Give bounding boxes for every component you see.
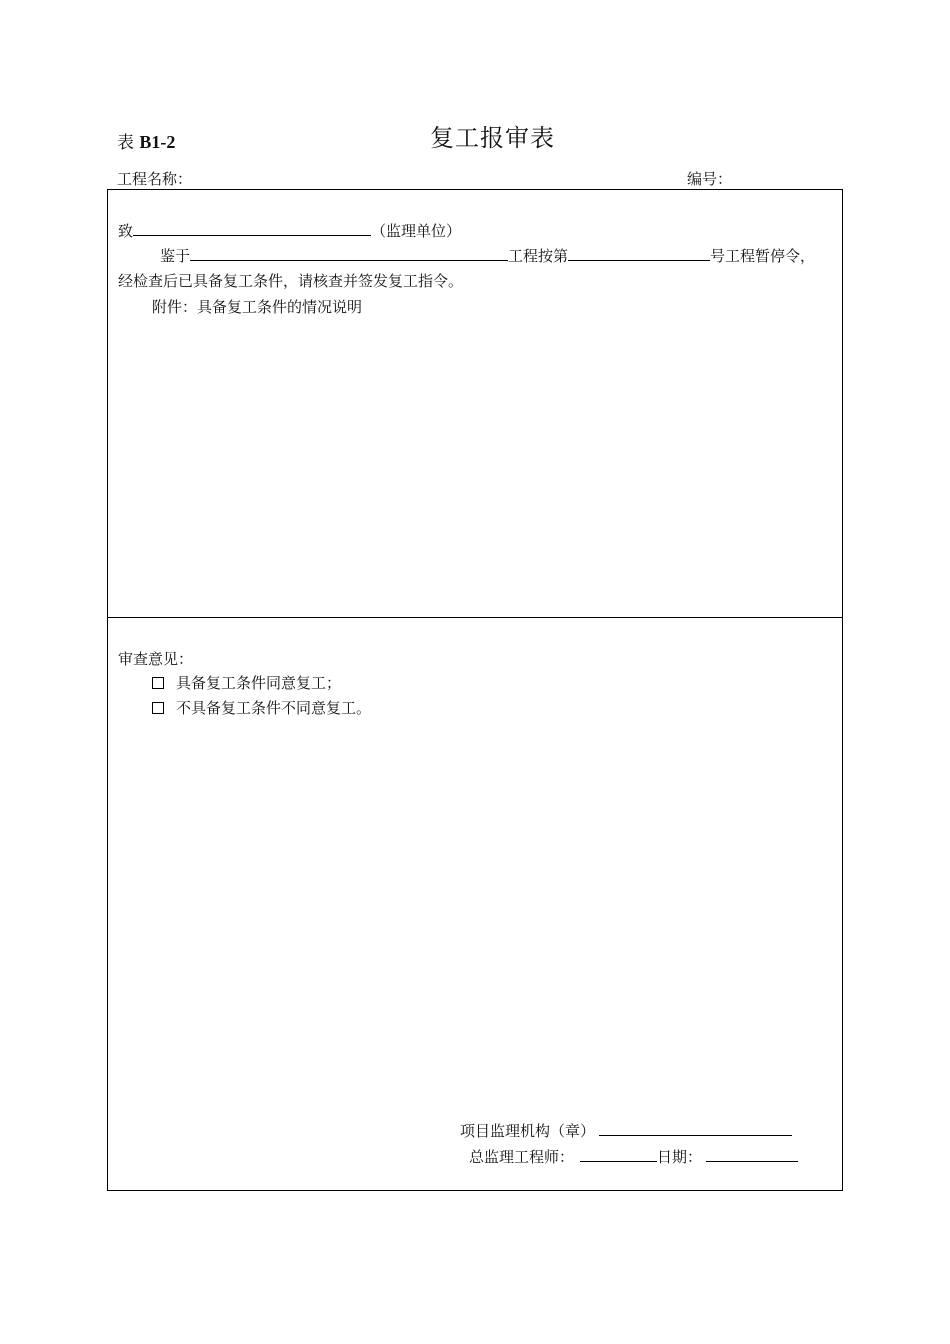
whereas-prefix: 鉴于 (160, 247, 191, 265)
project-per-no-text: 工程按第 (508, 247, 569, 265)
form-code (117, 128, 175, 153)
whereas-line (160, 245, 815, 266)
order-number-field[interactable] (568, 248, 710, 261)
form-code-number: B1-2 (139, 132, 176, 152)
application-line-2: 经检查后已具备复工条件，请核查并签发复工指令。 (118, 272, 464, 290)
date-label: 日期： (657, 1148, 703, 1166)
chief-engineer-field[interactable] (580, 1149, 657, 1162)
page-title: 复工报审表 (430, 124, 555, 152)
reject-option-label: 不具备复工条件不同意复工。 (176, 699, 372, 717)
date-field[interactable] (706, 1149, 798, 1162)
to-prefix: 致 (118, 222, 134, 240)
supervisor-unit-field[interactable] (133, 223, 371, 236)
section-divider (108, 617, 842, 618)
supervisor-unit-label: （监理单位） (371, 222, 462, 240)
review-heading: 审查意见： (118, 650, 194, 668)
attachment-line: 附件：具备复工条件的情况说明 (152, 298, 363, 316)
approve-checkbox[interactable] (152, 677, 164, 689)
number-label: 编号： (687, 170, 733, 188)
form-code-prefix: 表 (117, 133, 134, 153)
org-seal-field[interactable] (599, 1123, 792, 1136)
approve-option-label: 具备复工条件同意复工； (176, 674, 342, 692)
review-option-reject (152, 697, 371, 718)
suspension-order-text: 号工程暂停令， (710, 247, 816, 265)
to-line (118, 220, 461, 241)
chief-engineer-line (469, 1146, 798, 1167)
project-field[interactable] (190, 248, 508, 261)
org-seal-label: 项目监理机构（章） (460, 1122, 596, 1140)
form-box (107, 189, 843, 1191)
project-name-label: 工程名称： (117, 170, 193, 188)
review-option-approve (152, 672, 341, 693)
reject-checkbox[interactable] (152, 702, 164, 714)
org-seal-line (460, 1120, 792, 1141)
chief-engineer-label: 总监理工程师： (469, 1148, 575, 1166)
